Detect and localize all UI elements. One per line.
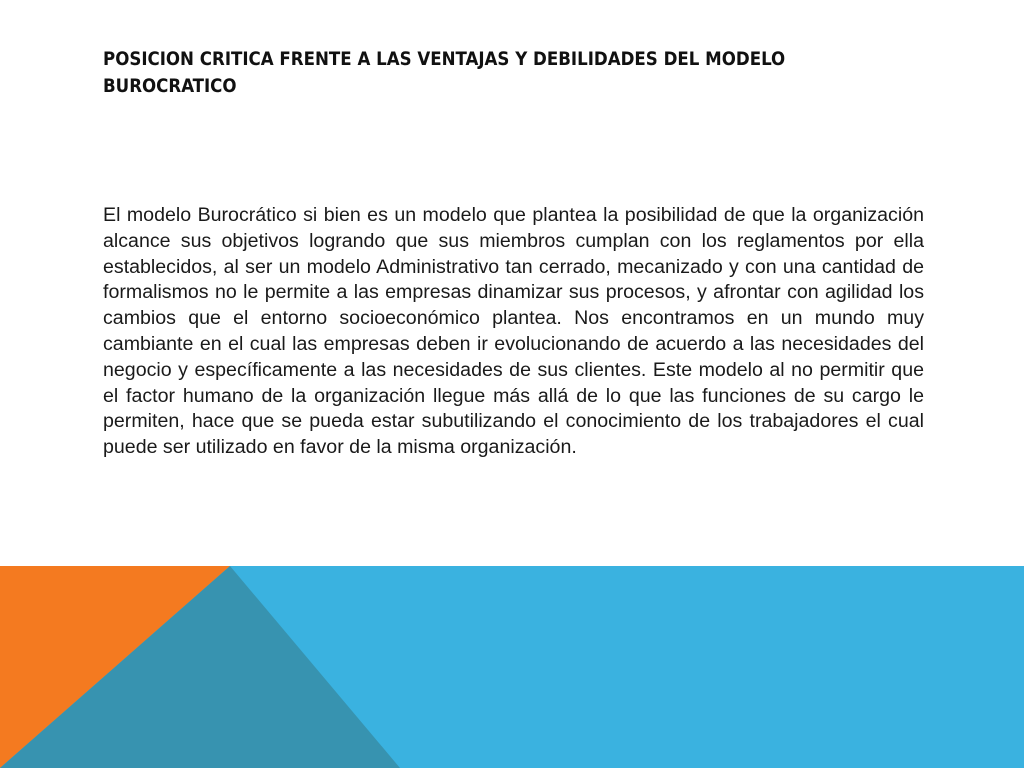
slide-title: POSICION CRITICA FRENTE A LAS VENTAJAS Y DEBILIDADES DEL MODELO BUROCRATICO (103, 49, 786, 97)
slide-body-text: El modelo Burocrático si bien es un modelo que plantea la posibilidad de que la organización alcance sus objetivos logrando que sus miembros cumplan con los reglamentos por ella establecidos, al ser un modelo Administrativo tan cerrado, mecanizado y con una cantidad de formalismos no le permite a las empresas dinamizar sus procesos, y afrontar con agilidad los cambios que el entorno socioeconómico plantea. Nos encontramos en un mundo muy cambiante en el cual las empresas deben ir evolucionando de acuerdo a las necesidades del negocio y específicamente a las necesidades de sus clientes. Este modelo al no permitir que el factor humano de la organización llegue más allá de lo que las funciones de su cargo le permiten, hace que se pueda estar subutilizando el conocimiento de los trabajadores el cual puede ser utilizado en favor de la misma organización. (103, 204, 924, 459)
decorative-footer-shapes (0, 566, 1024, 768)
